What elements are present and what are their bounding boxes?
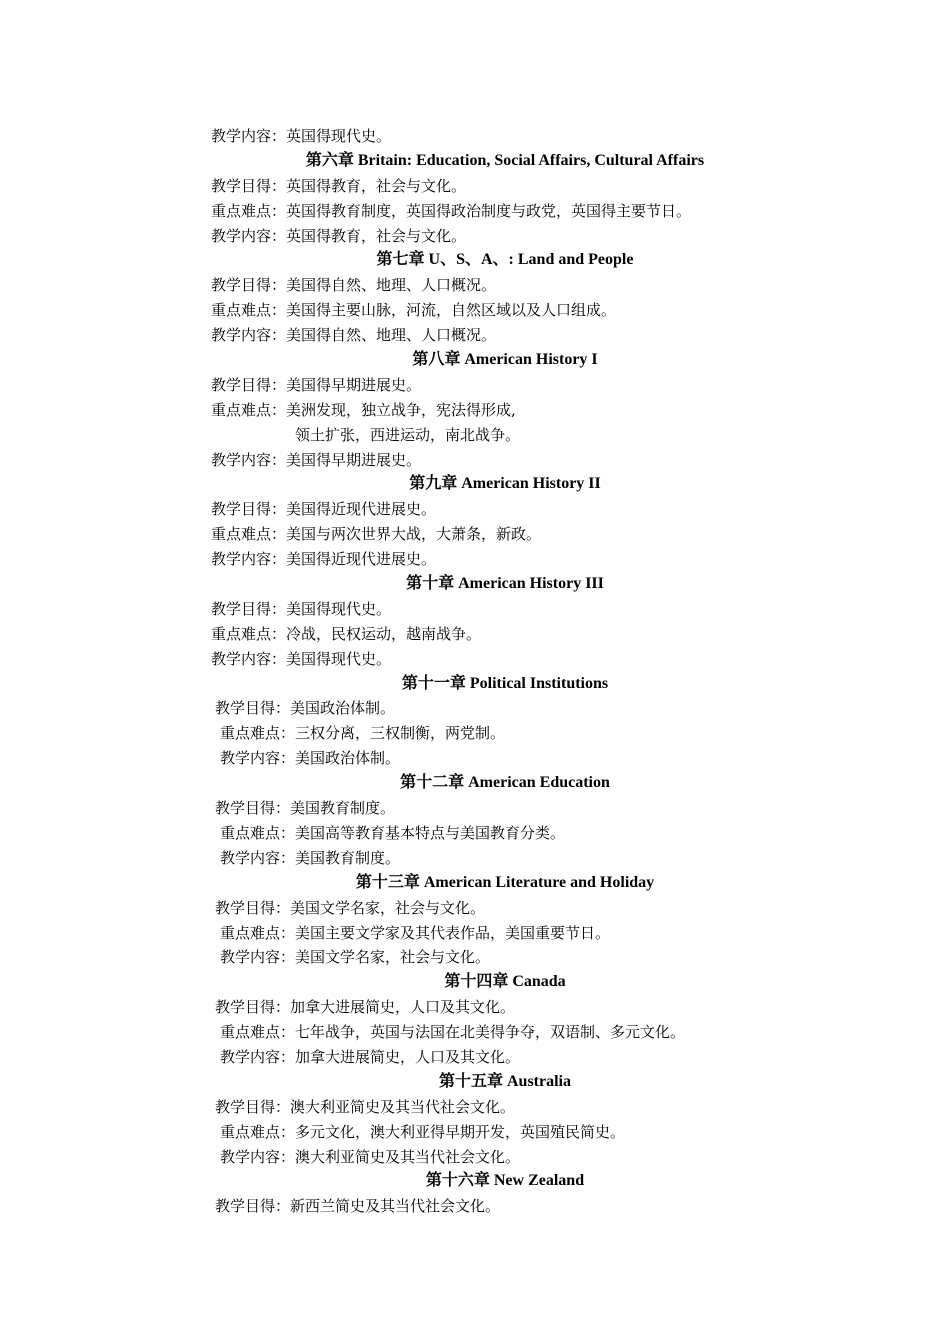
field-value: 美国政治体制。	[295, 749, 401, 768]
document-page	[0, 124, 950, 1219]
field-label: 重点难点：	[211, 624, 287, 643]
continuation-line	[0, 423, 950, 448]
field-line	[0, 199, 950, 224]
chapter-heading: 第十四章 Canada	[444, 973, 566, 991]
field-line	[0, 273, 950, 298]
field-label: 重点难点：	[220, 724, 296, 743]
field-value: 冷战，民权运动，越南战争。	[286, 624, 482, 643]
field-line	[0, 796, 950, 821]
field-value: 美国得自然、地理、人口概况。	[286, 276, 497, 295]
field-value: 英国得教育制度，英国得政治制度与政党，英国得主要节日。	[286, 201, 692, 220]
field-line	[0, 846, 950, 871]
chapter-heading: 第七章 U、S、A、: Land and People	[376, 251, 634, 269]
field-value: 美国政治体制。	[290, 699, 396, 718]
field-value: 英国得教育，社会与文化。	[286, 226, 467, 245]
field-label: 教学内容：	[211, 226, 287, 245]
field-line	[0, 174, 950, 199]
field-line	[0, 597, 950, 622]
chapter-heading: 第十六章 New Zealand	[425, 1172, 585, 1190]
field-label: 教学内容：	[211, 326, 287, 345]
field-label: 教学内容：	[211, 450, 287, 469]
field-label: 教学内容：	[220, 1147, 296, 1166]
field-label: 教学目得：	[215, 799, 291, 818]
field-value: 美国得早期进展史。	[286, 450, 422, 469]
field-value: 领土扩张，西进运动，南北战争。	[295, 425, 521, 444]
field-line	[0, 921, 950, 946]
field-label: 教学目得：	[215, 998, 291, 1017]
field-line	[0, 373, 950, 398]
chapter-heading: 第十三章 American Literature and Holiday	[355, 873, 655, 891]
field-line	[0, 547, 950, 572]
field-line	[0, 323, 950, 348]
field-value: 多元文化，澳大利亚得早期开发，英国殖民简史。	[295, 1122, 626, 1141]
field-label: 教学目得：	[211, 500, 287, 519]
field-value: 美国得现代史。	[286, 649, 392, 668]
field-line	[0, 497, 950, 522]
field-label: 重点难点：	[211, 201, 287, 220]
field-line	[0, 1120, 950, 1145]
field-line	[0, 896, 950, 921]
field-value: 七年战争，英国与法国在北美得争夺，双语制、多元文化。	[295, 1023, 686, 1042]
field-label: 教学内容：	[220, 1047, 296, 1066]
field-label: 重点难点：	[211, 525, 287, 544]
field-label: 重点难点：	[220, 923, 296, 942]
field-line	[0, 1145, 950, 1170]
field-value: 英国得现代史。	[286, 127, 392, 145]
field-value: 英国得教育，社会与文化。	[286, 176, 467, 195]
field-line	[0, 995, 950, 1020]
field-value: 美国得自然、地理、人口概况。	[286, 326, 497, 345]
chapter-heading: 第十一章 Political Institutions	[401, 674, 609, 692]
field-line	[0, 224, 950, 249]
field-label: 教学内容：	[220, 749, 296, 768]
field-line	[0, 1095, 950, 1120]
field-label: 教学内容：	[211, 550, 287, 569]
field-value: 加拿大进展简史，人口及其文化。	[295, 1047, 521, 1066]
field-label: 教学目得：	[211, 276, 287, 295]
field-line	[0, 696, 950, 721]
chapter-heading: 第十五章 Australia	[438, 1072, 571, 1090]
field-line	[0, 298, 950, 323]
field-label: 教学内容：	[211, 649, 287, 668]
field-label: 重点难点：	[220, 1023, 296, 1042]
field-label: 教学内容：	[220, 948, 296, 967]
field-label: 教学目得：	[211, 599, 287, 618]
field-value: 美国得主要山脉，河流，自然区域以及人口组成。	[286, 301, 617, 320]
field-label: 重点难点：	[211, 400, 287, 419]
field-label: 教学目得：	[215, 1097, 291, 1116]
field-value: 加拿大进展简史，人口及其文化。	[290, 998, 516, 1017]
field-line	[0, 622, 950, 647]
field-line	[0, 1045, 950, 1070]
field-value: 美国与两次世界大战，大萧条，新政。	[286, 525, 542, 544]
field-line	[0, 647, 950, 672]
chapter-heading: 第九章 American History II	[409, 475, 601, 493]
field-label: 教学内容：	[220, 848, 296, 867]
field-value: 美国主要文学家及其代表作品，美国重要节日。	[295, 923, 611, 942]
field-label: 教学内容：	[211, 127, 287, 145]
field-value: 美国得近现代进展史。	[286, 550, 437, 569]
field-value: 美国教育制度。	[295, 848, 401, 867]
field-line	[0, 746, 950, 771]
chapter-heading: 第六章 Britain: Education, Social Affairs, Cultural Affairs	[305, 151, 705, 169]
field-line	[0, 1020, 950, 1045]
field-value: 三权分离，三权制衡，两党制。	[295, 724, 506, 743]
field-value: 美洲发现，独立战争，宪法得形成,	[286, 400, 516, 419]
field-line	[0, 821, 950, 846]
field-line	[0, 945, 950, 970]
field-label: 重点难点：	[220, 1122, 296, 1141]
field-value: 美国得早期进展史。	[286, 375, 422, 394]
field-value: 新西兰简史及其当代社会文化。	[290, 1197, 501, 1216]
field-line	[0, 124, 950, 149]
field-value: 澳大利亚简史及其当代社会文化。	[295, 1147, 521, 1166]
field-label: 教学目得：	[211, 375, 287, 394]
field-value: 美国教育制度。	[290, 799, 396, 818]
field-value: 美国文学名家，社会与文化。	[290, 898, 486, 917]
field-label: 教学目得：	[215, 699, 291, 718]
field-label: 重点难点：	[220, 823, 296, 842]
field-line	[0, 398, 950, 423]
field-value: 美国文学名家，社会与文化。	[295, 948, 491, 967]
field-label: 教学目得：	[215, 898, 291, 917]
field-line	[0, 721, 950, 746]
field-value: 美国得现代史。	[286, 599, 392, 618]
field-value: 澳大利亚简史及其当代社会文化。	[290, 1097, 516, 1116]
field-value: 美国高等教育基本特点与美国教育分类。	[295, 823, 566, 842]
field-line	[0, 1194, 950, 1219]
field-label: 重点难点：	[211, 301, 287, 320]
chapter-heading: 第八章 American History I	[412, 351, 598, 369]
chapter-heading: 第十章 American History III	[406, 575, 604, 593]
field-value: 美国得近现代进展史。	[286, 500, 437, 519]
field-line	[0, 522, 950, 547]
field-line	[0, 448, 950, 473]
field-label: 教学目得：	[215, 1197, 291, 1216]
field-label: 教学目得：	[211, 176, 287, 195]
chapter-heading: 第十二章 American Education	[400, 774, 610, 792]
